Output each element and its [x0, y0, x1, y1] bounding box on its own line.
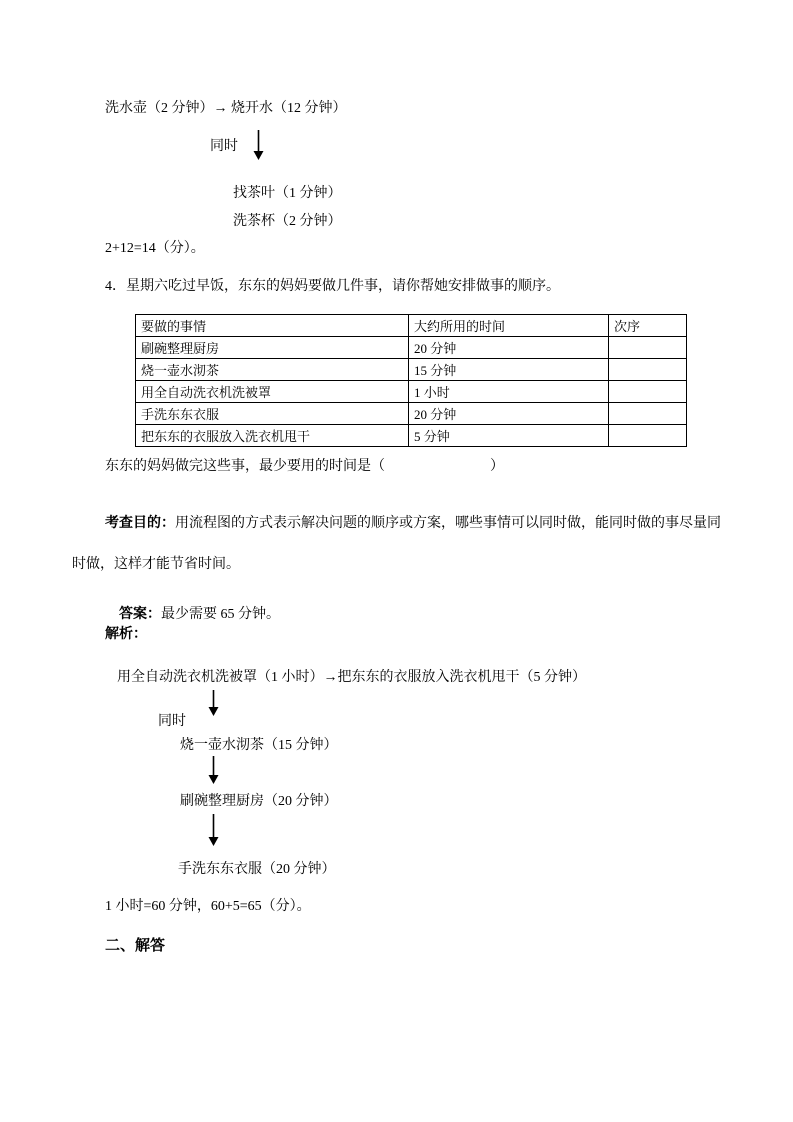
cell-order [609, 403, 687, 425]
analysis-label: 解析： [105, 627, 147, 642]
cell-order [609, 359, 687, 381]
cell-order [609, 381, 687, 403]
cell-time: 5 分钟 [409, 425, 609, 447]
answer-text: 最少需要 65 分钟。 [161, 607, 280, 622]
cell-order [609, 337, 687, 359]
cell-time: 20 分钟 [409, 403, 609, 425]
flow1-item-find-tea: 找茶叶（1 分钟） [233, 186, 342, 201]
cell-task: 刷碗整理厨房 [136, 337, 409, 359]
cell-task: 用全自动洗衣机洗被罩 [136, 381, 409, 403]
purpose-label: 考查目的： [105, 516, 175, 531]
flow1-equation: 2+12=14（分）。 [105, 241, 205, 256]
cell-time: 1 小时 [409, 381, 609, 403]
down-arrow-icon [207, 814, 220, 851]
header-order: 次序 [609, 315, 687, 337]
cell-task: 烧一壶水沏茶 [136, 359, 409, 381]
table-row [136, 359, 687, 381]
flow2-step-hand-wash: 手洗东东衣服（20 分钟） [178, 862, 336, 877]
purpose-text: 用流程图的方式表示解决问题的顺序或方案，哪些事情可以同时做，能同时做的事尽量同时做，这样才能节省时间。 [72, 516, 721, 572]
cell-time: 20 分钟 [409, 337, 609, 359]
flow2-step-wash-dishes: 刷碗整理厨房（20 分钟） [180, 794, 338, 809]
flow1-simultaneous-label: 同时 [210, 139, 238, 154]
table-row [136, 381, 687, 403]
cell-task: 把东东的衣服放入洗衣机甩干 [136, 425, 409, 447]
header-time: 大约所用的时间 [409, 315, 609, 337]
task-table [135, 314, 687, 447]
header-task: 要做的事情 [136, 315, 409, 337]
down-arrow-icon [207, 690, 220, 721]
flow2-simultaneous-label: 同时 [158, 714, 186, 729]
cell-order [609, 425, 687, 447]
table-row [136, 403, 687, 425]
flow1-item-wash-cups: 洗茶杯（2 分钟） [233, 214, 342, 229]
flow2-equation: 1 小时=60 分钟，60+5=65（分）。 [105, 899, 311, 914]
down-arrow-icon [207, 756, 220, 789]
answer-label: 答案： [119, 607, 161, 622]
flow2-step-boil-water: 烧一壶水沏茶（15 分钟） [180, 738, 338, 753]
flow2-step-row: 用全自动洗衣机洗被罩（1 小时）→把东东的衣服放入洗衣机甩干（5 分钟） [117, 670, 586, 685]
flow1-step-row: 洗水壶（2 分钟）→ 烧开水（12 分钟） [105, 101, 347, 116]
section2-title: 二、解答 [105, 938, 166, 954]
down-arrow-icon [252, 130, 265, 165]
table-row [136, 425, 687, 447]
table-header-row [136, 315, 687, 337]
cell-time: 15 分钟 [409, 359, 609, 381]
question4-text: 4．星期六吃过早饭，东东的妈妈要做几件事，请你帮她安排做事的顺序。 [105, 279, 560, 294]
cell-task: 手洗东东衣服 [136, 403, 409, 425]
purpose-paragraph [72, 503, 734, 585]
table-row [136, 337, 687, 359]
question-blank-line: 东东的妈妈做完这些事，最少要用的时间是（ ） [105, 459, 504, 474]
